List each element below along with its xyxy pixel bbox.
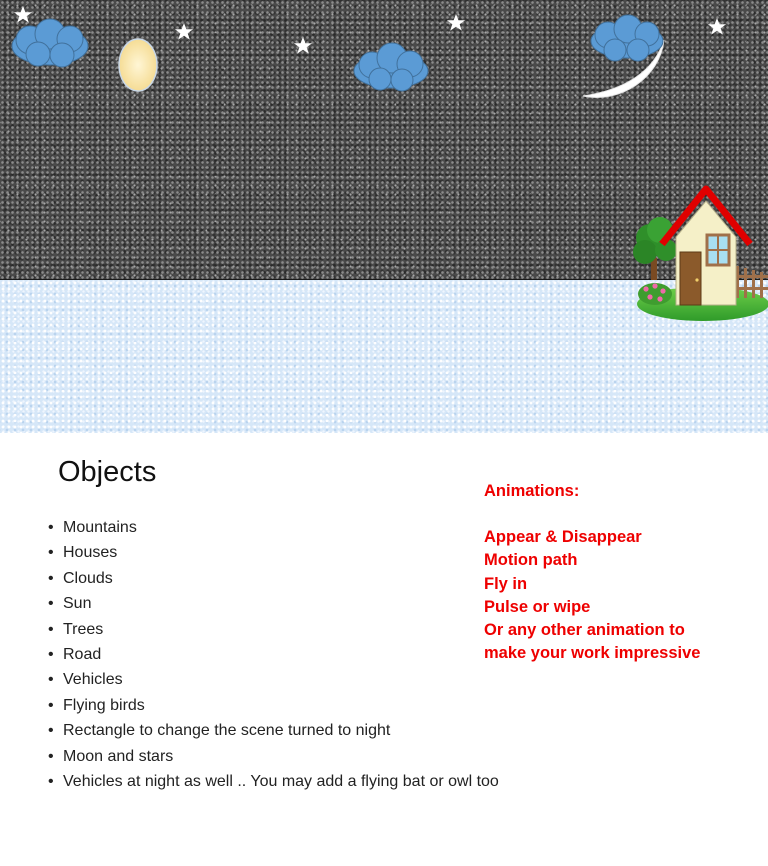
star-icon bbox=[447, 14, 465, 31]
list-item: • Mountains bbox=[46, 515, 499, 540]
list-item: • Trees bbox=[46, 617, 499, 642]
animation-item: Or any other animation to make your work impressive bbox=[484, 621, 701, 663]
animations-box bbox=[484, 480, 724, 665]
star-icon bbox=[708, 18, 726, 35]
animation-item: Motion path bbox=[484, 551, 578, 570]
tree-icon bbox=[633, 217, 677, 280]
star-icon bbox=[294, 37, 312, 54]
cloud-icon bbox=[591, 15, 663, 61]
house-icon bbox=[633, 189, 768, 321]
slide-title: Objects bbox=[58, 456, 157, 488]
list-item: • Vehicles bbox=[46, 667, 499, 692]
list-item: • Flying birds bbox=[46, 693, 499, 718]
list-item: • Moon and stars bbox=[46, 744, 499, 769]
animations-heading: Animations: bbox=[484, 482, 580, 500]
list-item: • Houses bbox=[46, 540, 499, 565]
cloud-icon bbox=[354, 43, 428, 91]
star-icon bbox=[175, 23, 193, 40]
animation-item: Pulse or wipe bbox=[484, 597, 591, 616]
list-item: • Vehicles at night as well .. You may add a flying bat or owl too bbox=[46, 769, 499, 794]
objects-list bbox=[46, 515, 499, 794]
list-item: • Clouds bbox=[46, 566, 499, 591]
list-item: • Sun bbox=[46, 591, 499, 616]
animation-item: Fly in bbox=[484, 574, 528, 593]
cloud-icon bbox=[12, 19, 88, 67]
animation-item: Appear & Disappear bbox=[484, 528, 642, 547]
list-item: • Rectangle to change the scene turned to night bbox=[46, 718, 499, 743]
star-icon bbox=[14, 6, 32, 23]
sun-icon bbox=[119, 39, 157, 91]
list-item: • Road bbox=[46, 642, 499, 667]
